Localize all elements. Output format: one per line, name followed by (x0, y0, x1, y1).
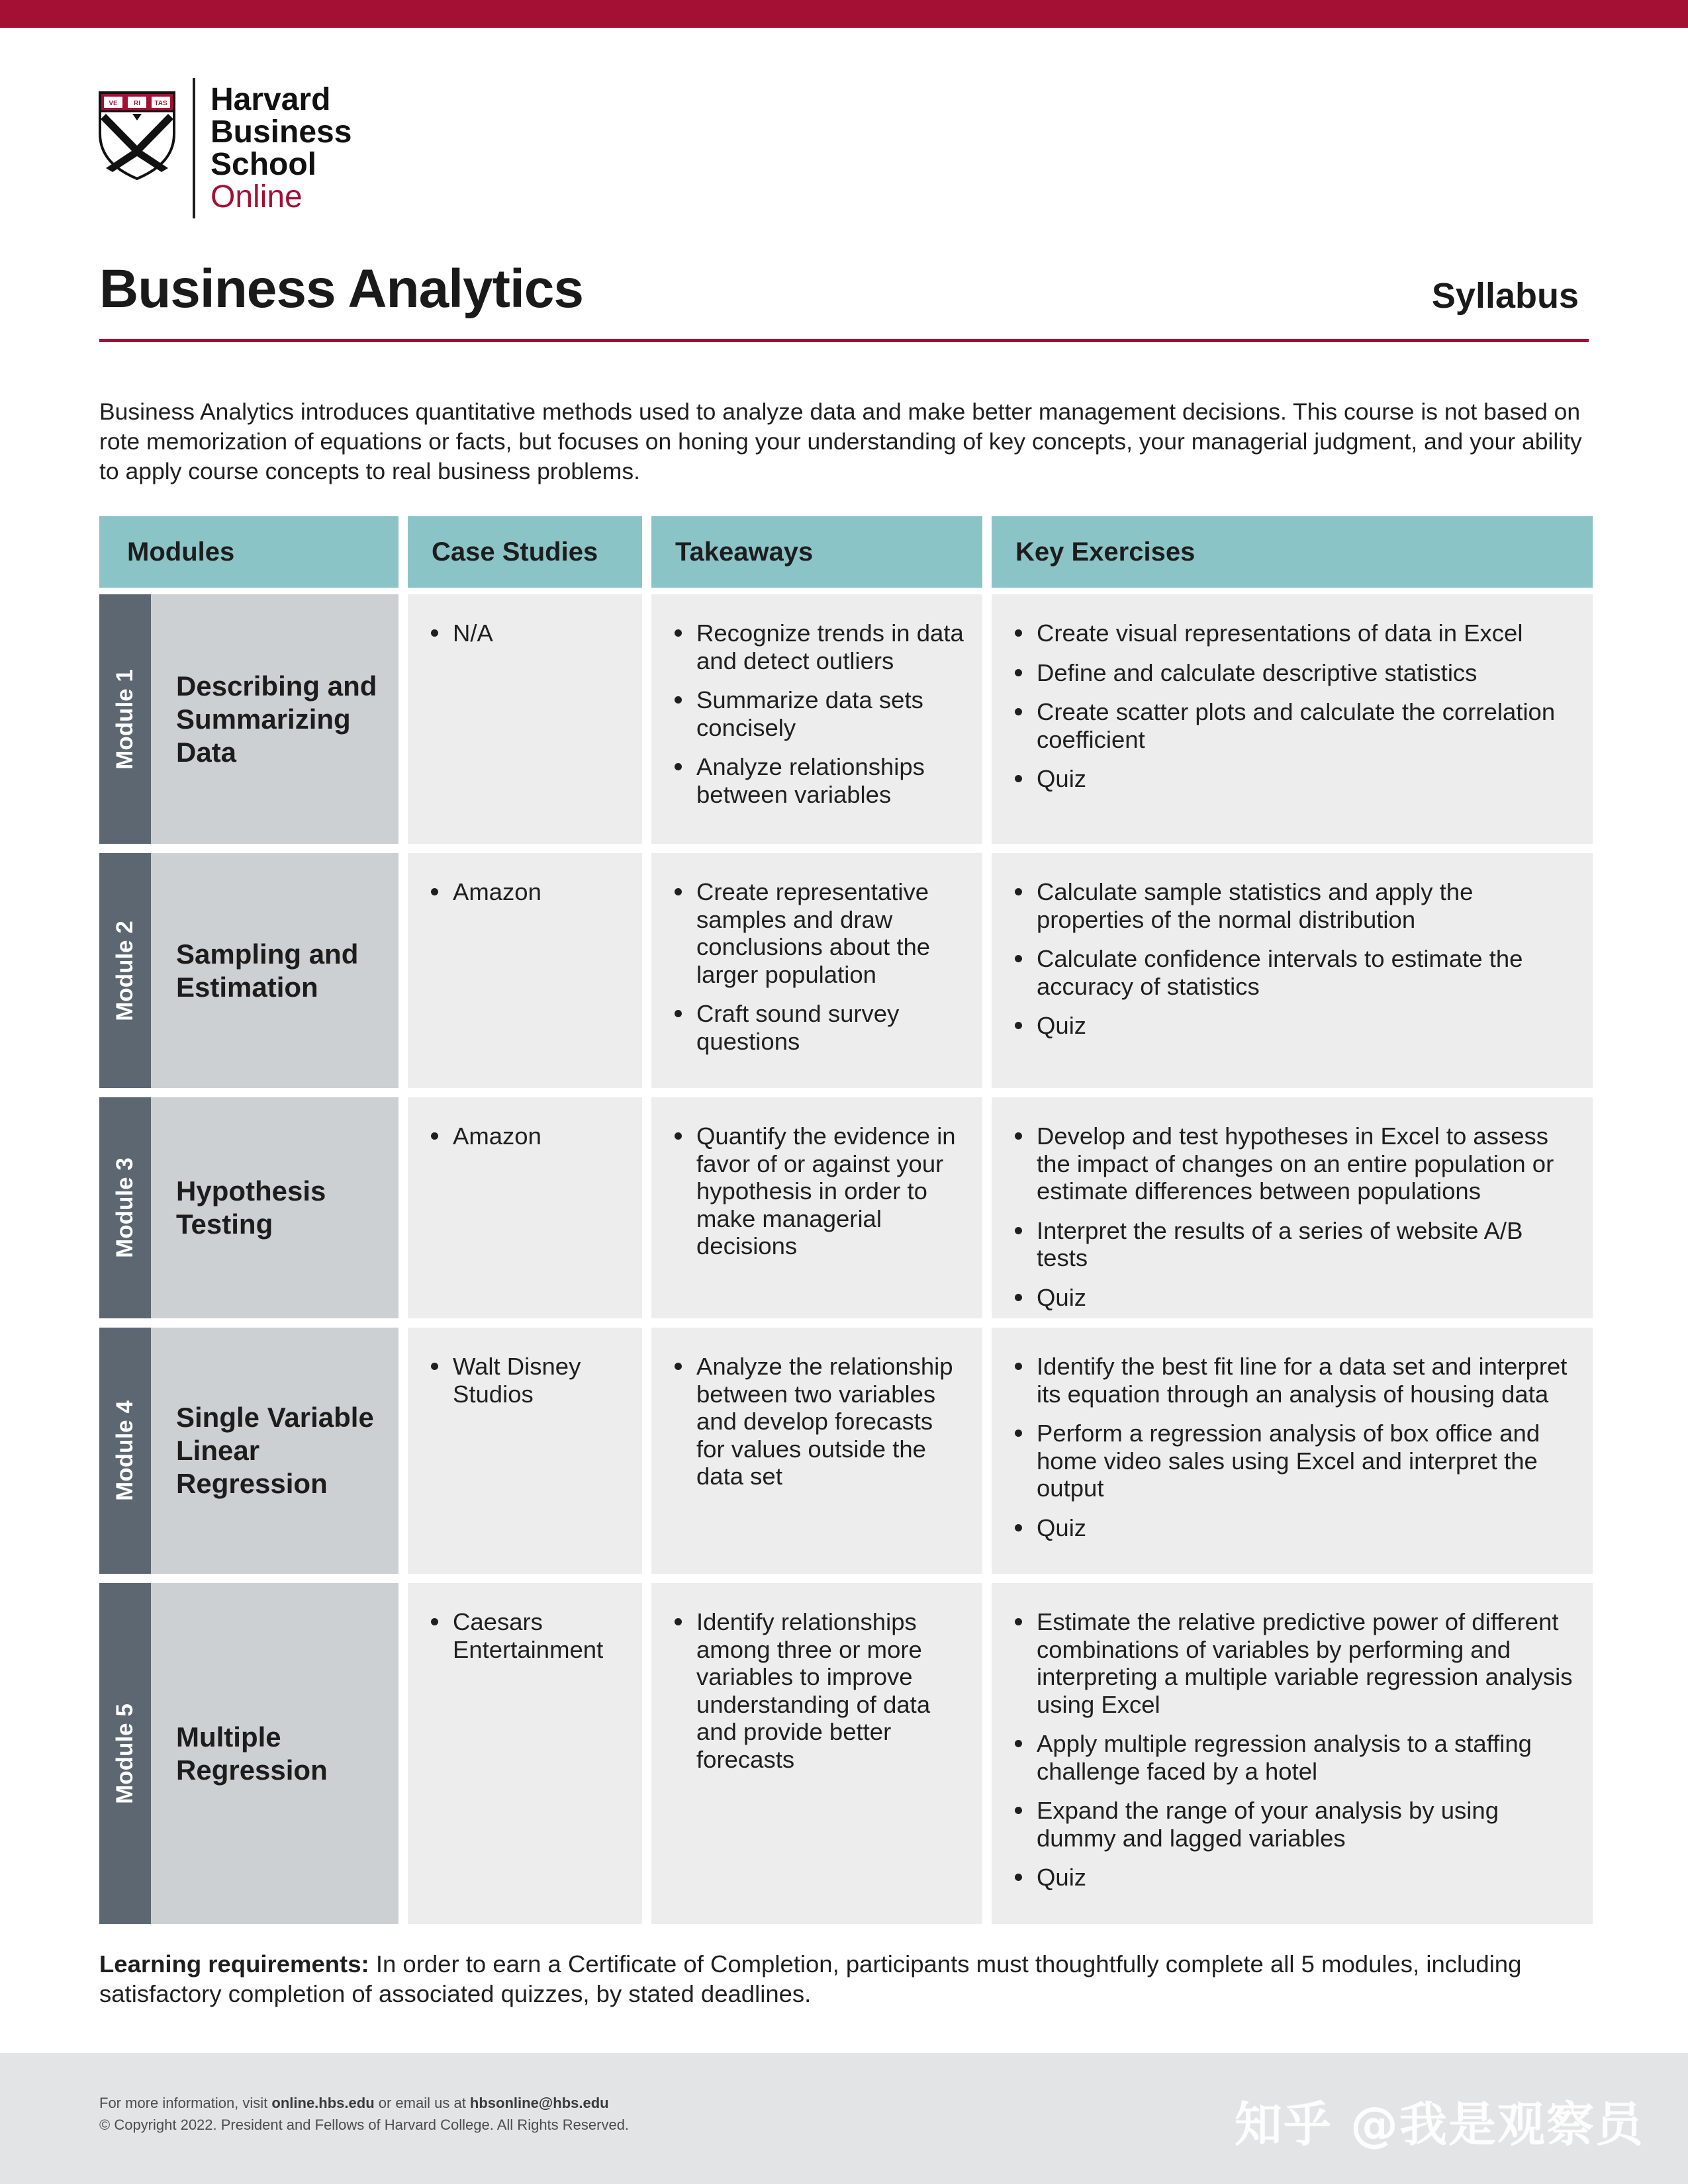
logo-line-harvard: Harvard (211, 82, 331, 117)
header-modules: Modules (99, 516, 399, 588)
title-divider (99, 339, 1589, 342)
document-type-label: Syllabus (1431, 276, 1579, 316)
takeaway-item: Recognize trends in data and detect outliers (651, 619, 982, 674)
module-title: Describing and Summarizing Data (151, 594, 399, 844)
takeaway-list (651, 878, 982, 1055)
takeaway-list (651, 619, 982, 808)
takeaway-item: Summarize data sets concisely (651, 686, 982, 741)
footer (0, 2053, 1688, 2184)
exercise-item: Define and calculate descriptive statistics (992, 659, 1593, 687)
module-number-label: Module 2 (112, 920, 138, 1021)
footer-info-mid: or email us at (374, 2095, 470, 2111)
module-title: Single Variable Linear Regression (151, 1328, 399, 1574)
learning-requirements (99, 1949, 1589, 2009)
takeaway-item: Identify relationships among three or more variables to improve understanding of data and provide better forecasts (651, 1608, 982, 1773)
footer-copyright: © Copyright 2022. President and Fellows of Harvard College. All Rights Reserved. (99, 2116, 630, 2133)
module-title: Hypothesis Testing (151, 1097, 399, 1318)
case-study-list (408, 1353, 642, 1408)
svg-text:VE: VE (109, 100, 118, 107)
case-study-item: Caesars Entertainment (408, 1608, 642, 1663)
case-study-item: N/A (408, 619, 642, 647)
takeaways-cell (651, 1328, 982, 1574)
module-row-3 (99, 1097, 1593, 1318)
case-study-item: Amazon (408, 878, 642, 906)
header-takeaways: Takeaways (651, 516, 982, 588)
exercise-list (992, 619, 1593, 793)
exercise-item: Identify the best fit line for a data set and interpret its equation through an analysis of housing data (992, 1353, 1593, 1408)
exercise-list (992, 878, 1593, 1040)
module-number-label: Module 4 (112, 1400, 138, 1501)
svg-text:TAS: TAS (154, 100, 167, 107)
takeaways-cell (651, 853, 982, 1088)
footer-contact (99, 2095, 609, 2112)
case-studies-cell (408, 594, 642, 844)
footer-email-link[interactable]: hbsonline@hbs.edu (469, 2095, 609, 2111)
case-study-item: Walt Disney Studios (408, 1353, 642, 1408)
header-key-exercises: Key Exercises (992, 516, 1593, 588)
module-number-label: Module 5 (112, 1703, 138, 1804)
header-case-studies: Case Studies (408, 516, 642, 588)
logo-line-school: School (211, 147, 317, 182)
module-number-band (99, 1328, 151, 1574)
takeaway-list (651, 1353, 982, 1490)
course-intro: Business Analytics introduces quantitative methods used to analyze data and make better management decisions. This course is not based on rote memorization of equations or facts, but focuses on honing your understanding of key concepts, your managerial judgment, and your ability to apply course concepts to real business problems. (99, 398, 1582, 484)
case-study-list (408, 878, 642, 906)
module-row-2 (99, 853, 1593, 1088)
case-study-item: Amazon (408, 1122, 642, 1150)
key-exercises-cell (992, 853, 1593, 1088)
logo-line-online: Online (211, 179, 303, 214)
module-number-band (99, 853, 151, 1088)
module-number-label: Module 1 (112, 668, 138, 770)
case-studies-cell (408, 1328, 642, 1574)
exercise-item: Expand the range of your analysis by using dummy and lagged variables (992, 1797, 1593, 1852)
exercise-item: Quiz (992, 1864, 1593, 1891)
logo-line-business: Business (211, 114, 352, 150)
case-study-list (408, 1608, 642, 1663)
exercise-item: Estimate the relative predictive power of different combinations of variables by performing and interpreting a multiple variable regression analysis using Excel (992, 1608, 1593, 1718)
learning-requirements-text: In order to earn a Certificate of Completion, participants must thoughtfully complete all 5 modules, including satisfactory completion of associated quizzes, by stated deadlines. (99, 1950, 1522, 2007)
module-row-5 (99, 1583, 1593, 1924)
takeaway-item: Quantify the evidence in favor of or against your hypothesis in order to make managerial decisions (651, 1122, 982, 1260)
key-exercises-cell (992, 594, 1593, 844)
takeaway-list (651, 1122, 982, 1260)
hbs-online-logo[interactable] (98, 78, 363, 220)
exercise-item: Create scatter plots and calculate the correlation coefficient (992, 698, 1593, 753)
case-study-list (408, 1122, 642, 1150)
case-studies-cell (408, 853, 642, 1088)
exercise-list (992, 1608, 1593, 1891)
exercise-item: Quiz (992, 765, 1593, 793)
case-studies-cell (408, 1583, 642, 1924)
takeaways-cell (651, 1583, 982, 1924)
key-exercises-cell (992, 1583, 1593, 1924)
exercise-item: Quiz (992, 1284, 1593, 1312)
exercise-item: Quiz (992, 1012, 1593, 1040)
takeaway-item: Analyze relationships between variables (651, 753, 982, 808)
top-accent-bar (0, 0, 1688, 28)
case-study-list (408, 619, 642, 647)
exercise-list (992, 1122, 1593, 1311)
exercise-item: Calculate confidence intervals to estimate the accuracy of statistics (992, 945, 1593, 1000)
takeaway-item: Craft sound survey questions (651, 1000, 982, 1055)
module-number-label: Module 3 (112, 1158, 138, 1258)
exercise-item: Develop and test hypotheses in Excel to assess the impact of changes on an entire population or estimate differences between populations (992, 1122, 1593, 1205)
module-number-band (99, 1097, 151, 1318)
case-studies-cell (408, 1097, 642, 1318)
footer-site-link[interactable]: online.hbs.edu (271, 2095, 375, 2111)
exercise-item: Create visual representations of data in Excel (992, 619, 1593, 647)
exercise-item: Calculate sample statistics and apply the properties of the normal distribution (992, 878, 1593, 933)
logo-wordmark (211, 83, 352, 213)
key-exercises-cell (992, 1097, 1593, 1318)
hbs-shield-icon (98, 87, 176, 180)
learning-requirements-label: Learning requirements: (99, 1950, 369, 1978)
key-exercises-cell (992, 1328, 1593, 1574)
exercise-item: Quiz (992, 1514, 1593, 1542)
takeaway-item: Create representative samples and draw conclusions about the larger population (651, 878, 982, 988)
module-number-band (99, 594, 151, 844)
module-title: Sampling and Estimation (151, 853, 399, 1088)
module-number-band (99, 1583, 151, 1924)
exercise-item: Interpret the results of a series of website A/B tests (992, 1217, 1593, 1272)
exercise-item: Apply multiple regression analysis to a staffing challenge faced by a hotel (992, 1730, 1593, 1785)
svg-text:RI: RI (134, 100, 140, 107)
logo-divider (193, 78, 195, 218)
takeaway-item: Analyze the relationship between two variables and develop forecasts for values outside the data set (651, 1353, 982, 1490)
exercise-list (992, 1353, 1593, 1541)
takeaway-list (651, 1608, 982, 1773)
exercise-item: Perform a regression analysis of box office and home video sales using Excel and interpret the output (992, 1420, 1593, 1502)
takeaways-cell (651, 1097, 982, 1318)
zhihu-watermark: 知乎 @我是观察员 (1234, 2097, 1644, 2152)
module-row-4 (99, 1328, 1593, 1574)
module-title: Multiple Regression (151, 1583, 399, 1924)
takeaways-cell (651, 594, 982, 844)
module-row-1 (99, 594, 1593, 844)
page-title: Business Analytics (99, 259, 583, 319)
footer-info-prefix: For more information, visit (99, 2095, 272, 2111)
